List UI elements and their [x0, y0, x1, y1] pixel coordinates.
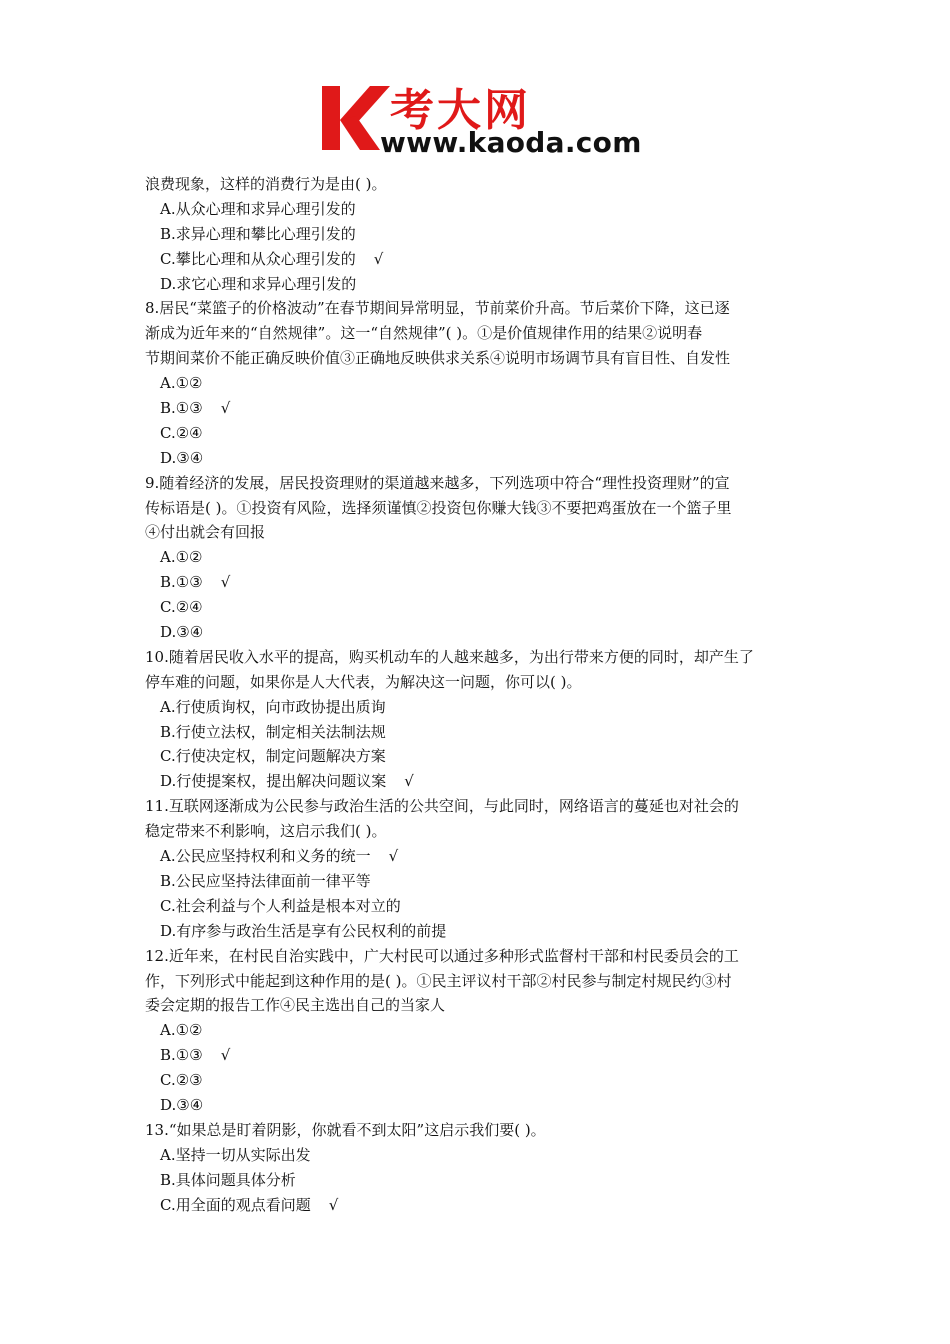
answer-option [145, 272, 815, 297]
line-text: 9.随着经济的发展，居民投资理财的渠道越来越多，下列选项中符合“理性投资理财”的宣 [145, 473, 730, 492]
line-text: 传标语是( )。①投资有风险，选择须谨慎②投资包你赚大钱③不要把鸡蛋放在一个篮子里 [145, 498, 732, 517]
option-text: A.行使质询权，向市政协提出质询 [160, 697, 386, 716]
answer-option [145, 769, 815, 794]
option-text: A.从众心理和求异心理引发的 [160, 199, 356, 218]
option-text: A.坚持一切从实际出发 [160, 1145, 311, 1164]
question-text-line [145, 172, 815, 197]
question-text-line [145, 520, 815, 545]
answer-option [145, 894, 815, 919]
option-text: D.有序参与政治生活是享有公民权利的前提 [160, 921, 447, 940]
answer-option [145, 869, 815, 894]
check-mark-icon: √ [373, 249, 384, 268]
answer-option [145, 371, 815, 396]
check-mark-icon: √ [404, 772, 414, 791]
question-text-line [145, 496, 815, 521]
option-text: D.③④ [160, 448, 204, 467]
question-text-line [145, 346, 815, 371]
option-text: A.公民应坚持权利和义务的统一 [160, 847, 371, 866]
check-mark-icon: √ [220, 573, 231, 592]
answer-option [145, 720, 815, 745]
line-text: 12.近年来，在村民自治实践中，广大村民可以通过多种形式监督村干部和村民委员会的工 [145, 946, 739, 965]
question-text-line [145, 645, 815, 670]
option-text: C.②③ [160, 1071, 203, 1090]
option-text: A.①② [160, 548, 203, 567]
line-text: 8.居民“菜篮子的价格波动”在春节期间异常明显，节前菜价升高。节后菜价下降，这已逐 [145, 299, 730, 318]
option-text: D.行使提案权，提出解决问题议案 [160, 772, 387, 791]
question-text-line [145, 944, 815, 969]
answer-option [145, 446, 815, 471]
check-mark-icon: √ [388, 847, 399, 866]
answer-option [145, 1168, 815, 1193]
question-list [145, 172, 815, 1217]
option-text: A.①② [160, 374, 203, 393]
option-text: D.求它心理和求异心理引发的 [160, 274, 357, 293]
option-text: C.②④ [160, 598, 203, 617]
line-text: 作，下列形式中能起到这种作用的是( )。①民主评议村干部②村民参与制定村规民约③村 [145, 971, 732, 990]
answer-option [145, 222, 815, 247]
answer-option [145, 620, 815, 645]
logo-url: www.kaoda.com [380, 126, 642, 159]
line-text: ④付出就会有回报 [145, 523, 266, 542]
answer-option [145, 919, 815, 944]
option-text: C.攀比心理和从众心理引发的 [160, 249, 356, 268]
question-text-line [145, 296, 815, 321]
option-text: B.求异心理和攀比心理引发的 [160, 224, 356, 243]
check-mark-icon: √ [220, 1046, 231, 1065]
answer-option [145, 545, 815, 570]
answer-option [145, 247, 815, 272]
line-text: 委会定期的报告工作④民主选出自己的当家人 [145, 996, 446, 1015]
line-text: 渐成为近年来的“自然规律”。这一“自然规律”( )。①是价值规律作用的结果②说明春 [145, 324, 703, 343]
answer-option [145, 1143, 815, 1168]
answer-option [145, 570, 815, 595]
question-text-line [145, 794, 815, 819]
option-text: C.社会利益与个人利益是根本对立的 [160, 896, 401, 915]
line-text: 11.互联网逐渐成为公民参与政治生活的公共空间，与此同时，网络语言的蔓延也对社会的 [145, 797, 739, 816]
answer-option [145, 1193, 815, 1218]
logo-name: 考大网 [390, 85, 531, 136]
question-text-line [145, 670, 815, 695]
question-text-line [145, 321, 815, 346]
option-text: B.公民应坚持法律面前一律平等 [160, 871, 371, 890]
option-text: D.③④ [160, 623, 204, 642]
answer-option [145, 1068, 815, 1093]
option-text: C.行使决定权，制定问题解决方案 [160, 747, 386, 766]
answer-option [145, 595, 815, 620]
line-text: 10.随着居民收入水平的提高，购买机动车的人越来越多，为出行带来方便的同时，却产生了 [145, 647, 754, 666]
answer-option [145, 1018, 815, 1043]
option-text: B.行使立法权，制定相关法制法规 [160, 722, 386, 741]
question-text-line [145, 819, 815, 844]
answer-option [145, 1043, 815, 1068]
option-text: B.①③ [160, 1046, 203, 1065]
check-mark-icon: √ [220, 399, 231, 418]
line-text: 13.“如果总是盯着阴影，你就看不到太阳”这启示我们要( )。 [145, 1120, 546, 1139]
answer-option [145, 1093, 815, 1118]
question-text-line [145, 969, 815, 994]
option-text: C.②④ [160, 423, 203, 442]
line-text: 浪费现象，这样的消费行为是由( )。 [145, 175, 387, 193]
answer-option [145, 396, 815, 421]
question-text-line [145, 993, 815, 1018]
question-text-line [145, 471, 815, 496]
answer-option [145, 197, 815, 222]
check-mark-icon: √ [328, 1195, 339, 1214]
site-logo [318, 80, 640, 158]
answer-option [145, 744, 815, 769]
question-text-line [145, 1118, 815, 1143]
answer-option [145, 844, 815, 869]
answer-option [145, 695, 815, 720]
option-text: D.③④ [160, 1095, 204, 1114]
option-text: B.具体问题具体分析 [160, 1170, 296, 1189]
line-text: 稳定带来不利影响，这启示我们( )。 [145, 822, 387, 841]
option-text: A.①② [160, 1021, 203, 1040]
option-text: C.用全面的观点看问题 [160, 1195, 311, 1214]
option-text: B.①③ [160, 573, 203, 592]
answer-option [145, 421, 815, 446]
line-text: 停车难的问题，如果你是人大代表，为解决这一问题，你可以( )。 [145, 672, 582, 691]
option-text: B.①③ [160, 399, 203, 418]
line-text: 节期间菜价不能正确反映价值③正确地反映供求关系④说明市场调节具有盲目性、自发性 [145, 349, 731, 368]
